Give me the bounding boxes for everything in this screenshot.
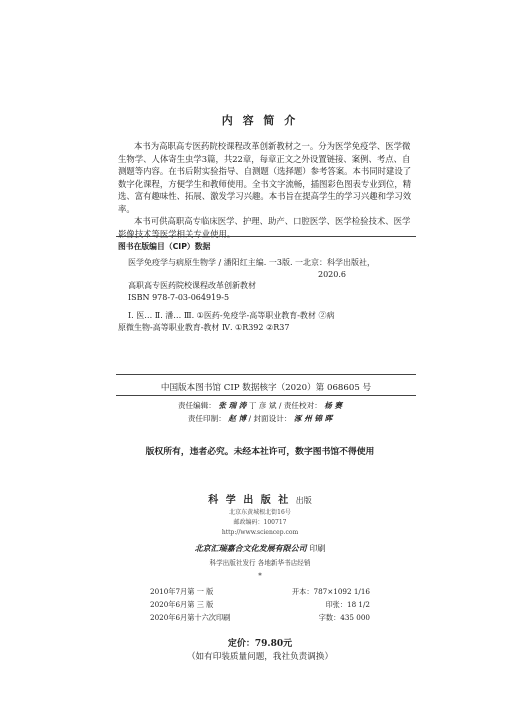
publisher-name: 科 学 出 版 社 xyxy=(208,495,291,506)
rights-notice: 版权所有，违者必究。未经本社许可，数字图书馆不得使用 xyxy=(145,447,375,457)
publisher-postcode: 邮政编码：100717 xyxy=(233,519,287,526)
edition-row xyxy=(150,611,370,624)
edition-left: 2020年6月第 三 版 xyxy=(150,600,214,609)
staff-line-2 xyxy=(0,413,520,424)
edition-row xyxy=(150,585,370,598)
cip-heading: 图书在版编目（CIP）数据 xyxy=(118,242,211,251)
price: 定价：79.80元 xyxy=(227,639,293,649)
intro-paragraph-2: 本书可供高职高专临床医学、护理、助产、口腔医学、医学检验技术、医学影像技术等医学相关专业使用。 xyxy=(118,216,411,239)
cover-design-name: 涿 州 锦 晖 xyxy=(293,414,333,423)
quality-note: （如有印装质量问题，我社负责调换） xyxy=(186,652,334,662)
edition-right: 开本：787×1092 1/16 xyxy=(291,587,370,596)
cip-line: 原微生物-高等职业教育-教材 Ⅳ. ①R392 ②R37 xyxy=(118,322,290,332)
cip-line: 高职高专医药院校课程改革创新教材 xyxy=(128,281,256,291)
publisher-website: http://www.sciencep.com xyxy=(221,529,299,536)
cip-line: ISBN 978-7-03-064919-5 xyxy=(128,293,230,303)
print-manager-label: 责任印制： xyxy=(187,414,226,423)
intro-paragraph-1: 本书为高职高专医药院校课程改革创新教材之一。分为医学免疫学、医学微生物学、人体寄生虫学3篇，共22章，每章正文之外设置链接、案例、考点、自测题等内容。在书后附实验指导、自测题（选择题）参考答案。本书同时建设了数字化课程，方便学生和教师使用。全书文字流畅，插图彩色图表专业到位，精选、富有趣味性、拓展、激发学习兴趣。本书旨在提高学生的学习兴趣和学习效率。 xyxy=(118,141,412,214)
staff-line-1 xyxy=(0,400,520,411)
edition-table xyxy=(150,585,370,624)
publisher-role: 出版 xyxy=(295,496,312,505)
printer-name: 北京汇瑞嘉合文化发展有限公司 xyxy=(194,543,307,553)
cip-line: 2020.6 xyxy=(318,269,346,279)
divider-top xyxy=(116,236,416,237)
cip-block xyxy=(118,241,414,334)
print-manager-name: 赵 博 xyxy=(228,414,247,423)
publisher-line xyxy=(0,491,520,506)
edition-right: 字数：435 000 xyxy=(318,613,370,622)
cip-line: Ⅰ. 医… Ⅱ. 潘… Ⅲ. ①医药-免疫学-高等职业教育-教材 ②病 xyxy=(128,310,335,320)
proofreader-name: 杨 赛 xyxy=(324,401,343,410)
cip-number: 中国版本图书馆 CIP 数据核字（2020）第 068605 号 xyxy=(160,383,372,393)
printer-line xyxy=(0,543,520,554)
star-separator: * xyxy=(258,572,262,580)
proofreader-label: 丁 彦 斌 / 责任校对： xyxy=(248,401,322,410)
intro-title: 内 容 简 介 xyxy=(221,114,299,127)
divider-cip-bottom xyxy=(116,395,416,396)
cover-design-label: / 封面设计： xyxy=(248,414,292,423)
edition-row xyxy=(150,598,370,611)
publisher-address: 北京东黄城根北街16号 xyxy=(229,509,291,516)
cip-line: 医学免疫学与病原生物学 / 潘阳红主编. 一3版. 一北京：科学出版社， xyxy=(128,257,376,267)
divider-cip xyxy=(116,374,416,375)
edition-left: 2020年6月第十六次印刷 xyxy=(150,613,231,622)
edition-right: 印张：18 1/2 xyxy=(325,600,370,609)
editor-label: 责任编辑： xyxy=(177,401,216,410)
printer-role: 印刷 xyxy=(309,544,326,553)
editor-name: 张 瑞 涛 xyxy=(218,401,247,410)
distributor: 科学出版社发行 各地新华书店经销 xyxy=(209,559,311,567)
edition-left: 2010年7月第 一 版 xyxy=(150,587,214,596)
intro-body xyxy=(118,140,414,240)
